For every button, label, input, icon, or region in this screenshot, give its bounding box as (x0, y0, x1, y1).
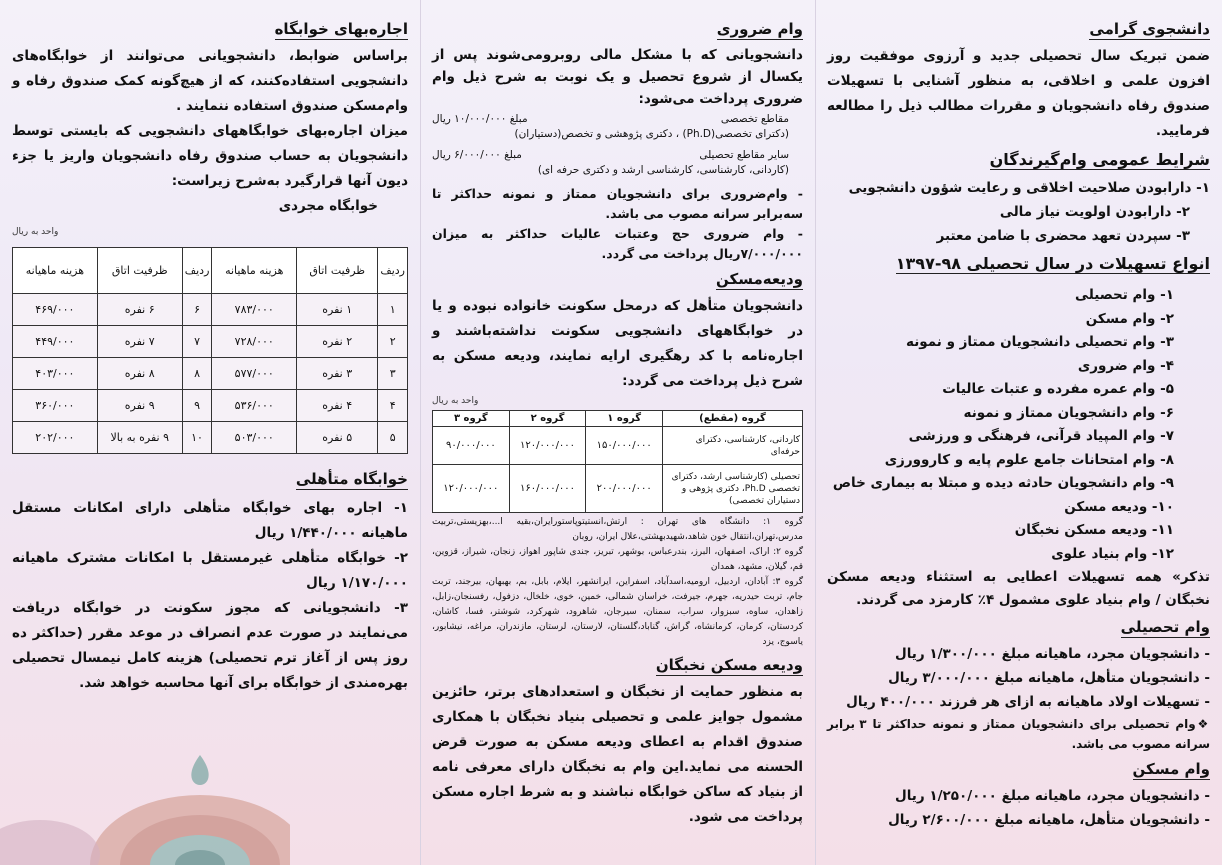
urgent-item-amount: مبلغ ۱۰/۰۰۰/۰۰۰ ریال (432, 113, 528, 125)
table-row (13, 326, 408, 358)
middle-panel (420, 0, 815, 865)
table-cell: ۱۶۰/۰۰۰/۰۰۰ (509, 465, 586, 513)
married-item: ۱- اجاره بهای خوابگاه متأهلی دارای امکانات مستقل ماهیانه ۱/۴۴۰/۰۰۰ ریال (12, 500, 408, 541)
table-row (433, 465, 803, 513)
table-cell: ۳ نفره (297, 358, 378, 390)
married-item: ۲- خوابگاه متأهلی غیرمستقل با امکانات مشترک ماهیانه ۱/۱۷۰/۰۰۰ ریال (12, 550, 408, 591)
list-item: - وام‌ضروری برای دانشجویان ممتاز و نمونه حداکثر تا سه‌برابر سرانه مصوب می باشد. (432, 184, 803, 224)
table-cell: ۴۰۳/۰۰۰ (13, 358, 98, 390)
list-item: - دانشجویان متأهل، ماهیانه مبلغ ۳/۰۰۰/۰۰۰ ریال (827, 666, 1210, 690)
table-cell: کاردانی، کارشناسی، دکترای حرفه‌ای (663, 427, 803, 465)
table-cell: ۹۰/۰۰۰/۰۰۰ (433, 427, 510, 465)
groups-note (432, 515, 803, 650)
list-item: - دانشجویان مجرد، ماهیانه مبلغ ۱/۳۰۰/۰۰۰ ریال (827, 642, 1210, 666)
table-cell: ۵۷۷/۰۰۰ (212, 358, 297, 390)
urgent-loan-text: دانشجویانی که با مشکل مالی روبرومی‌شوند پس از یکسال از شروع تحصیل و یک نوبت به شرح ذیل وام ضروری پرداخت می‌شود: (432, 47, 803, 107)
group-note: گروه ۲: اراک، اصفهان، البرز، بندرعباس، بوشهر، تبریز، جندی شاپور اهواز، زنجان، شیراز، قزوین، قم، گیلان، مشهد، همدان (432, 547, 803, 572)
urgent-item (432, 148, 803, 178)
unit-label: واحد به ریال (432, 396, 479, 406)
table-cell: ۲ (378, 326, 408, 358)
urgent-item-sub: (کاردانی، کارشناسی، کارشناسی ارشد و دکتری حرفه ای) (537, 164, 789, 176)
table-cell: ۴۶۹/۰۰۰ (13, 294, 98, 326)
list-item: ۸- وام امتحانات جامع علوم پایه و کاروورزی (884, 451, 1174, 468)
table-cell: ۱۵۰/۰۰۰/۰۰۰ (586, 427, 663, 465)
elite-deposit-title: ودیعه مسکن نخبگان (655, 656, 803, 674)
single-dorm-title: خوابگاه مجردی (278, 198, 378, 214)
table-cell: ۲ نفره (297, 326, 378, 358)
list-item: ۱۲- وام بنیاد علوی (1051, 545, 1174, 562)
list-item: - وام ضروری حج وعتبات عالیات حداکثر به میزان ۷/۰۰۰/۰۰۰ریال پرداخت می گردد. (432, 224, 803, 264)
dorm-fee-table (12, 247, 408, 454)
group-note: گروه ۱: دانشگاه های تهران : ارتش،انستیتوپاستورایران،بقیه ا...،بهزیستی،تربیت مدرس،تهران،انتقال خون شاهد،شهیدبهشتی،علال ایران، روبان (432, 517, 803, 542)
table-cell: ۵ نفره (297, 422, 378, 454)
table-cell: ۸ (182, 358, 212, 390)
housing-deposit-text: دانشجویان متأهل که درمحل سکونت خانواده نبوده و یا در خوابگاههای دانشجویی سکونت نداشته‌باشند و اجاره‌نامه با کد رهگیری ارایه نمایند، ودیعه مسکن به شرح ذیل پرداخت می گردد: (432, 298, 803, 389)
urgent-item-label: سایر مقاطع تحصیلی (699, 149, 789, 161)
table-cell: ۱۰ (182, 422, 212, 454)
housing-loan-title: وام مسکن (1132, 760, 1210, 778)
table-row (13, 294, 408, 326)
urgent-loan-title: وام ضروری (716, 20, 803, 38)
elite-deposit-text: به منظور حمایت از نخبگان و استعدادهای برتر، حائزین مشمول جوایز علمی و تحصیلی بنیاد نخبگان با همکاری صندوق اقدام به اعطای ودیعه مسکن به صورت قرض الحسنه می نماید.این وام به نخبگان دارای معرفی نامه از بنیاد که ساکن خوابگاه نباشند و به شرط اجاره مسکن پرداخت می شود. (432, 684, 803, 825)
greeting-title: دانشجوی گرامی (1089, 20, 1210, 38)
list-item: ۱۰- ودیعه مسکن (1064, 498, 1174, 515)
column-header: ردیف (378, 248, 408, 294)
edu-loan-list (827, 642, 1210, 714)
table-cell: ۱ (378, 294, 408, 326)
table-cell: ۷ نفره (97, 326, 182, 358)
deposit-table (432, 410, 803, 513)
list-item: - تسهیلات اولاد ماهیانه به ازای هر فرزند ۴۰۰/۰۰۰ ریال (827, 690, 1210, 714)
right-panel (815, 0, 1222, 865)
table-cell: ۲۰۰/۰۰۰/۰۰۰ (586, 465, 663, 513)
urgent-item-amount: مبلغ ۶/۰۰۰/۰۰۰ ریال (432, 149, 522, 161)
table-cell: ۳۶۰/۰۰۰ (13, 390, 98, 422)
list-item: ۷- وام المپیاد قرآنی، فرهنگی و ورزشی (908, 428, 1174, 444)
married-item: ۳- دانشجویانی که مجوز سکونت در خوابگاه دریافت می‌نمایند در صورت عدم انصراف در موعد مقرر (حداکثر ده روز پس از آغاز ترم تحصیلی) هزینه کامل نیمسال تحصیلی بهره‌مندی از خوابگاه برای آنها محاسبه خواهد شد. (12, 600, 408, 691)
note-text: تذکر» همه تسهیلات اعطایی به استثناء ودیعه مسکن نخبگان / وام بنیاد علوی مشمول ۴٪ کارمزد می گردند. (827, 569, 1210, 608)
list-item: ۱- وام تحصیلی (1075, 287, 1174, 303)
types-list (827, 284, 1210, 566)
table-cell: ۱۲۰/۰۰۰/۰۰۰ (509, 427, 586, 465)
table-cell: ۷۲۸/۰۰۰ (212, 326, 297, 358)
list-item: ۴- وام ضروری (1077, 357, 1174, 374)
urgent-bullets (432, 184, 803, 264)
column-header: گروه ۲ (509, 411, 586, 427)
urgent-item (432, 112, 803, 142)
dorm-rent-text: براساس ضوابط، دانشجویانی می‌توانند از خوابگاه‌های دانشجویی استفاده‌کنند، که از هیچ‌گونه کمک صندوق رفاه و وام‌مسکن صندوق استفاده ننمایند . (12, 48, 408, 114)
urgent-item-sub: (دکترای تخصصی(Ph.D) ، دکتری پژوهشی و تخصص(دستیاران) (514, 128, 789, 140)
table-cell: ۱۲۰/۰۰۰/۰۰۰ (433, 465, 510, 513)
types-title: انواع تسهیلات در سال تحصیلی ۹۸-۱۳۹۷ (895, 254, 1210, 273)
table-row (13, 358, 408, 390)
column-header: ردیف (182, 248, 212, 294)
greeting-text: ضمن تبریک سال تحصیلی جدید و آرزوی موفقیت روز افزون علمی و اخلاقی، به منظور آشنایی با تسهیلات صندوق رفاه دانشجویان و مقررات مطالب ذیل را مطالعه فرمایید. (827, 48, 1210, 139)
table-cell: ۳ (378, 358, 408, 390)
table-cell: تحصیلی (کارشناسی ارشد، دکترای تخصصی Ph.D، دکتری پژوهی و دستیاران تخصصی) (663, 465, 803, 513)
column-header: هزینه ماهیانه (212, 248, 297, 294)
table-row (13, 390, 408, 422)
table-cell: ۵۳۶/۰۰۰ (212, 390, 297, 422)
column-header: ظرفیت اتاق (297, 248, 378, 294)
group-note: گروه ۳: آبادان، اردبیل، ارومیه،اسدآباد، اسفراین، ایرانشهر، ایلام، بابل، بم، بهبهان، بیرجند، تربت جام، تربت حیدریه، جهرم، جیرفت، خراسان شمالی، خمین، خوی، خلخال، دزفول، رفسنجان،زابل، زاهدان، ساوه، سبزوار، سراب، سمنان، سیرجان، شاهرود، شهرکرد، شوشتر، فسا، کاشان، کردستان، کرمان، کرمانشاه، گراش، گناباد،گلستان، لارستان، لرستان، مازندران، مراغه، نیشابور، یاسوج، یزد (432, 577, 803, 647)
table-cell: ۹ نفره به بالا (97, 422, 182, 454)
table-cell: ۱ نفره (297, 294, 378, 326)
table-cell: ۴ نفره (297, 390, 378, 422)
column-header: هزینه ماهیانه (13, 248, 98, 294)
dorm-rent-title: اجاره‌بهای خوابگاه (274, 20, 408, 38)
list-item: - دانشجویان مجرد، ماهیانه مبلغ ۱/۲۵۰/۰۰۰ ریال (827, 784, 1210, 808)
table-cell: ۲۰۲/۰۰۰ (13, 422, 98, 454)
married-dorm-title: خوابگاه متأهلی (295, 470, 408, 488)
list-item: ۱۱- ودیعه مسکن نخبگان (1014, 522, 1174, 538)
table-row (13, 422, 408, 454)
table-cell: ۶ نفره (97, 294, 182, 326)
edu-loan-title: وام تحصیلی (1120, 618, 1210, 636)
list-item: ۲- وام مسکن (1085, 310, 1174, 327)
housing-deposit-title: ودیعه‌مسکن (716, 270, 803, 288)
list-item: ۳- وام تحصیلی دانشجویان ممتاز و نمونه (906, 334, 1174, 350)
table-row (433, 427, 803, 465)
column-header: گروه ۱ (586, 411, 663, 427)
conditions-title: شرایط عمومی وام‌گیرندگان (989, 150, 1210, 169)
list-item: ۹- وام دانشجویان حادثه دیده و مبتلا به بیماری خاص (832, 475, 1174, 491)
list-item: ۵- وام عمره مفرده و عتبات عالیات (942, 381, 1174, 397)
urgent-item-label: مقاطع تخصصی (720, 113, 789, 125)
left-panel (0, 0, 420, 865)
column-header: گروه ۳ (433, 411, 510, 427)
list-item: ۱- دارابودن صلاحیت اخلاقی و رعایت شؤون دانشجویی (848, 180, 1210, 196)
list-item: ۳- سپردن تعهد محضری با ضامن معتبر (936, 228, 1190, 244)
table-cell: ۶ (182, 294, 212, 326)
column-header: گروه (مقطع) (663, 411, 803, 427)
table-cell: ۷ (182, 326, 212, 358)
table-cell: ۵۰۳/۰۰۰ (212, 422, 297, 454)
table-cell: ۹ نفره (97, 390, 182, 422)
table-header-row (433, 411, 803, 427)
list-item: ۶- وام دانشجویان ممتاز و نمونه (963, 404, 1174, 421)
dorm-rent-text-2: میزان اجاره‌بهای خوابگاههای دانشجویی که بایستی توسط دانشجویان به حساب صندوق رفاه دانشجویان واریز یا جزء دیون آنها قرارگیرد به‌شرح زیراست: (12, 123, 408, 189)
list-item: - دانشجویان متأهل، ماهیانه مبلغ ۲/۶۰۰/۰۰۰ ریال (827, 808, 1210, 832)
table-cell: ۷۸۳/۰۰۰ (212, 294, 297, 326)
table-cell: ۸ نفره (97, 358, 182, 390)
table-cell: ۵ (378, 422, 408, 454)
table-cell: ۹ (182, 390, 212, 422)
unit-label: واحد به ریال (12, 227, 59, 237)
housing-loan-list (827, 784, 1210, 832)
conditions-list (827, 176, 1210, 248)
table-header-row (13, 248, 408, 294)
edu-loan-note: ❖وام تحصیلی برای دانشجویان ممتاز و نمونه حداکثر تا ۳ برابر سرانه مصوب می باشد. (827, 717, 1210, 751)
table-cell: ۴ (378, 390, 408, 422)
column-header: ظرفیت اتاق (97, 248, 182, 294)
list-item: ۲- دارابودن اولویت نیاز مالی (999, 204, 1190, 220)
table-cell: ۴۴۹/۰۰۰ (13, 326, 98, 358)
